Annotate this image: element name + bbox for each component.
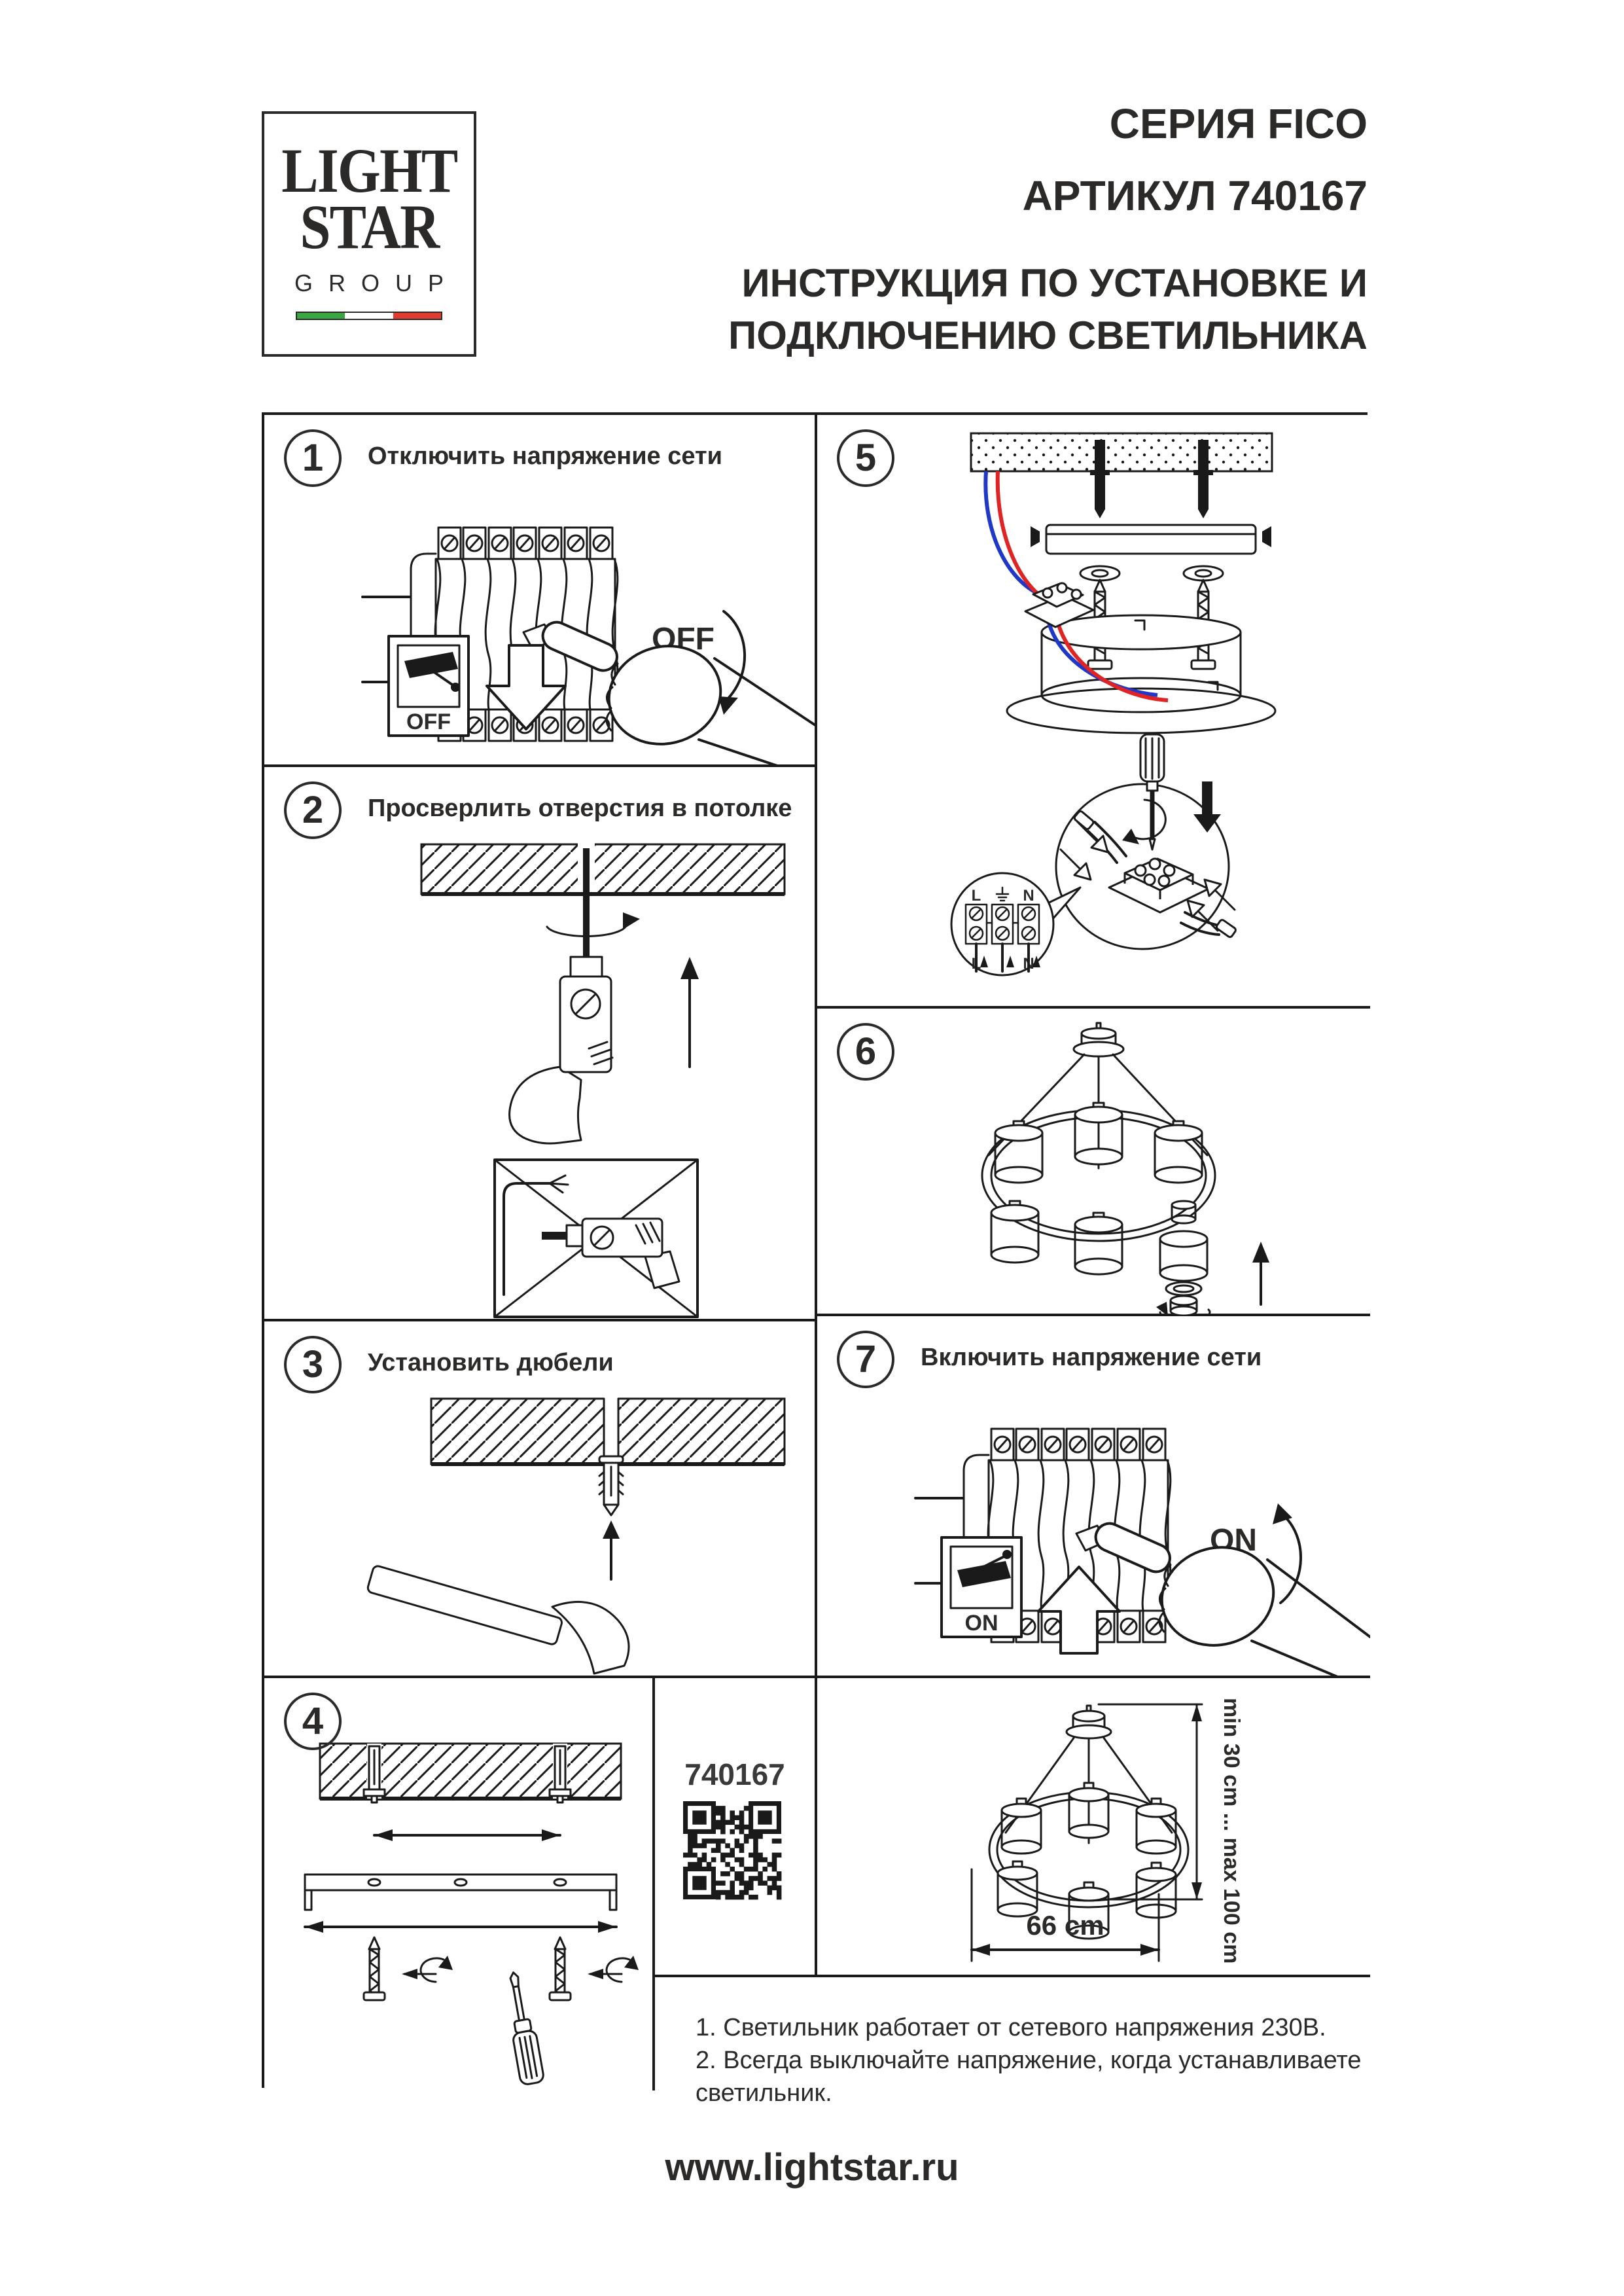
shade-being-installed <box>1156 1201 1210 1316</box>
step-4-panel <box>264 1678 655 2090</box>
step-7-title: Включить напряжение сети <box>921 1344 1262 1371</box>
width-label: 66 cm <box>1026 1910 1104 1941</box>
height-range-label: min 30 cm ... max 100 cm <box>1219 1698 1244 1964</box>
shade-upper-right <box>1155 1121 1202 1183</box>
up-arrow-icon <box>603 1520 620 1579</box>
step-7-panel <box>817 1316 1370 1678</box>
step-2-panel <box>264 767 817 1321</box>
website-link: www.lightstar.ru <box>665 2146 959 2189</box>
step-4-number: 4 <box>284 1693 342 1750</box>
step-1-number: 1 <box>284 429 342 487</box>
lightstar-logo <box>262 111 476 357</box>
no-drill-wire-warning-icon <box>495 1160 697 1317</box>
terminal-neutral-label-bottom: N <box>1023 955 1034 973</box>
qr-panel <box>655 1678 817 1977</box>
doc-title-line1: ИНСТРУКЦИЯ ПО УСТАНОВКЕ И <box>741 261 1368 305</box>
logo-word-light: LIGHT <box>281 135 457 206</box>
doc-title-line2: ПОДКЛЮЧЕНИЮ СВЕТИЛЬНИКА <box>728 314 1368 357</box>
instruction-grid <box>262 412 1368 2107</box>
product-article: 740167 <box>684 1757 785 1791</box>
step-5-illustration <box>817 415 1370 1009</box>
mains-wires <box>985 471 1168 700</box>
breaker-off-label: OFF <box>652 622 715 656</box>
note-2: 2. Всегда выключайте напряжение, когда устанавливаете светильник. <box>696 2047 1362 2107</box>
step-7-number: 7 <box>837 1331 894 1388</box>
connection-detail-circle <box>1056 781 1237 949</box>
step-3-title: Установить дюбели <box>368 1349 614 1376</box>
hammer-icon <box>366 1565 629 1674</box>
qr-code-icon <box>655 1678 817 1977</box>
step-6-panel <box>817 1009 1370 1316</box>
step-5-number: 5 <box>837 429 894 487</box>
shade-lower-left <box>991 1201 1038 1263</box>
bracket-dimension-arrow <box>305 1921 616 1933</box>
step-6-illustration <box>817 1009 1370 1316</box>
screws-icons <box>364 1937 571 2000</box>
step-1-title: Отключить напряжение сети <box>368 442 722 470</box>
concrete-ceiling-icon <box>971 433 1272 471</box>
italian-flag-icon <box>296 312 442 320</box>
breaker-on-label: ON <box>1210 1523 1257 1558</box>
washers-icons <box>1080 566 1223 581</box>
step-2-number: 2 <box>284 781 342 839</box>
spacing-dimension-arrow <box>374 1829 560 1841</box>
ceiling-icon <box>421 843 785 894</box>
screwdriver-icon <box>502 1971 544 2086</box>
series-title: СЕРИЯ FICO <box>1109 100 1368 147</box>
shade-upper-left <box>995 1121 1042 1183</box>
mounting-bracket-icon <box>305 1874 616 1910</box>
notes-panel <box>655 1977 1370 2107</box>
up-arrow-icon <box>1252 1242 1269 1304</box>
dimensions-panel <box>817 1678 1370 1977</box>
screw-rotation-icons <box>402 1956 639 1982</box>
article-title: АРТИКУЛ 740167 <box>1022 172 1368 219</box>
note-1: 1. Светильник работает от сетевого напряжения 230В. <box>696 2014 1326 2041</box>
logo-word-star: STAR <box>299 192 439 262</box>
width-dimension <box>972 1869 1159 1961</box>
rotate-up-arrow-icon <box>1273 1503 1301 1603</box>
up-arrow-icon <box>680 957 699 1067</box>
step-1-panel <box>264 415 817 767</box>
mounting-plate-icon <box>1031 525 1271 554</box>
terminal-live-label-top: L <box>971 887 981 905</box>
step-6-number: 6 <box>837 1023 894 1081</box>
rocker-on-label: ON <box>964 1611 998 1636</box>
dimensions-illustration <box>817 1678 1370 1977</box>
step-2-illustration <box>264 767 817 1321</box>
step-3-number: 3 <box>284 1336 342 1393</box>
canopy-icon <box>1007 615 1275 733</box>
ceiling-icon <box>431 1397 785 1464</box>
shade-bottom-middle <box>1075 1213 1122 1274</box>
step-3-panel <box>264 1321 817 1678</box>
step-5-panel <box>817 415 1370 1009</box>
logo-word-group: GROUP <box>294 270 459 296</box>
rocker-switch-on-icon <box>942 1537 1021 1637</box>
step-2-title: Просверлить отверстия в потолке <box>368 795 792 822</box>
terminal-neutral-label-top: N <box>1023 887 1034 905</box>
rocker-switch-off-icon <box>389 636 468 736</box>
terminal-live-label-bottom: L <box>971 955 981 973</box>
rocker-off-label: OFF <box>406 709 451 734</box>
